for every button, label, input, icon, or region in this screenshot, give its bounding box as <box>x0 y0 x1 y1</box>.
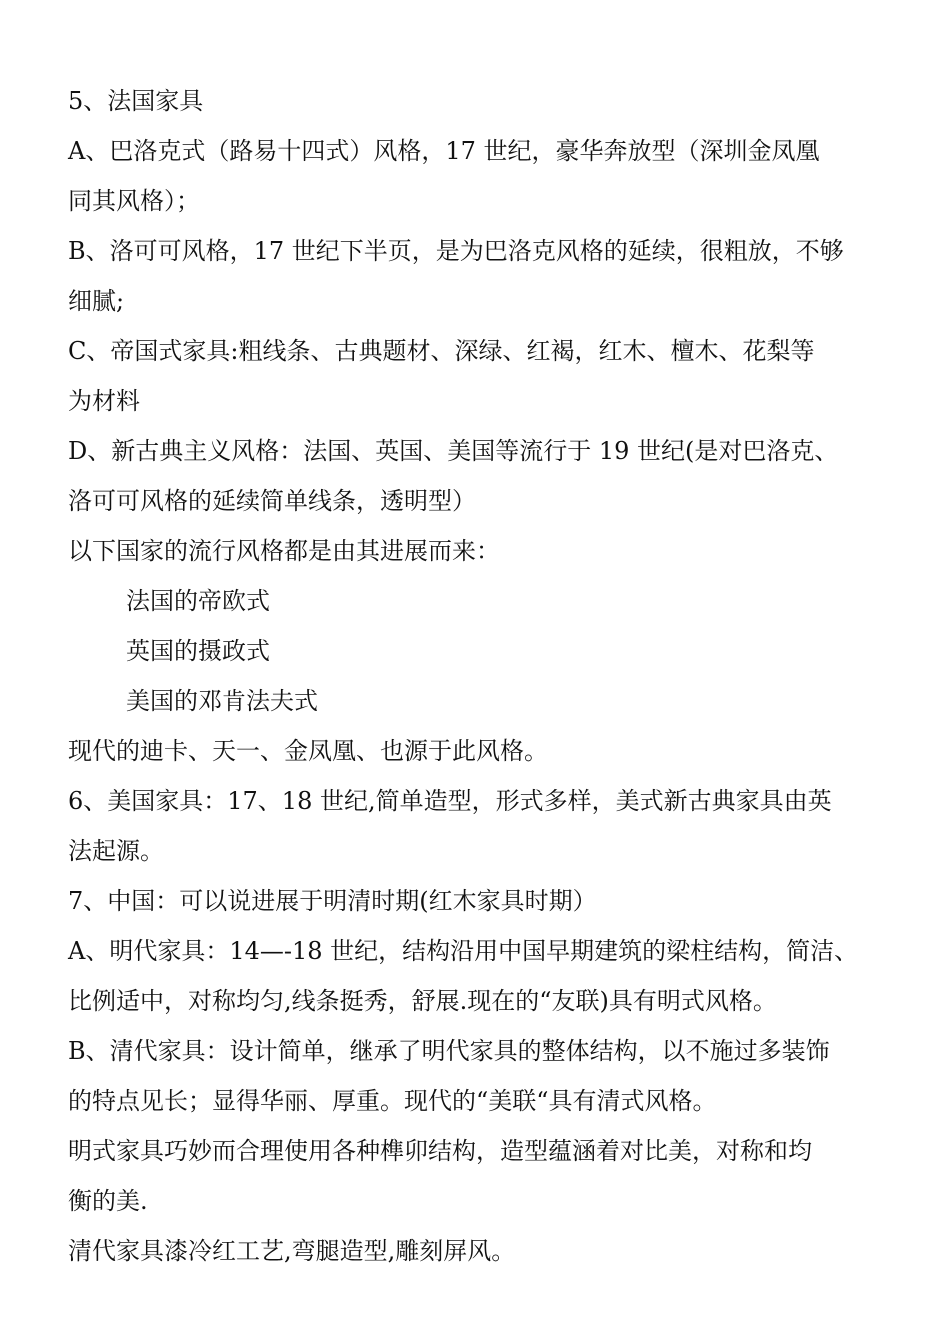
paragraph-empire: C、帝国式家具:粗线条、古典题材、深绿、红褐，红木、檀木、花梨等 <box>68 337 815 365</box>
paragraph-ming-cont: 比例适中，对称均匀,线条挺秀，舒展.现在的“友联)具有明式风格。 <box>68 987 777 1015</box>
paragraph-empire-cont: 为材料 <box>68 387 140 415</box>
list-item-france: 法国的帝欧式 <box>126 587 270 615</box>
paragraph-baroque: A、巴洛克式（路易十四式）风格，17 世纪，豪华奔放型（深圳金凤凰 <box>68 137 820 165</box>
paragraph-neoclassical-cont: 洛可可风格的延续简单线条，透明型） <box>68 487 476 515</box>
paragraph-modern-brands: 现代的迪卡、天一、金凤凰、也源于此风格。 <box>68 737 548 765</box>
paragraph-baroque-cont: 同其风格）； <box>68 187 200 215</box>
paragraph-rococo: B、洛可可风格，17 世纪下半页，是为巴洛克风格的延续，很粗放，不够 <box>68 237 844 265</box>
section-heading-usa-cont: 法起源。 <box>68 837 164 865</box>
section-heading-china: 7、中国：可以说进展于明清时期(红木家具时期） <box>68 887 597 915</box>
section-heading-france: 5、法国家具 <box>68 87 204 115</box>
list-item-usa: 美国的邓肯法夫式 <box>126 687 318 715</box>
paragraph-ming-summary: 明式家具巧妙而合理使用各种榫卯结构，造型蕴涵着对比美，对称和均 <box>68 1137 812 1165</box>
paragraph-ming: A、明代家具：14—-18 世纪，结构沿用中国早期建筑的梁柱结构，简洁、 <box>68 937 859 965</box>
section-heading-usa: 6、美国家具：17、18 世纪,简单造型，形式多样，美式新古典家具由英 <box>68 787 832 815</box>
paragraph-rococo-cont: 细腻; <box>68 287 125 315</box>
list-item-england: 英国的摄政式 <box>126 637 270 665</box>
paragraph-derived-styles: 以下国家的流行风格都是由其进展而来： <box>68 537 500 565</box>
paragraph-ming-summary-cont: 衡的美. <box>68 1187 148 1215</box>
document-body <box>68 76 898 1276</box>
paragraph-qing-cont: 的特点见长；显得华丽、厚重。现代的“美联“具有清式风格。 <box>68 1087 717 1115</box>
paragraph-qing: B、清代家具：设计简单，继承了明代家具的整体结构，以不施过多装饰 <box>68 1037 830 1065</box>
paragraph-qing-summary: 清代家具漆冷红工艺,弯腿造型,雕刻屏风。 <box>68 1237 516 1265</box>
paragraph-neoclassical: D、新古典主义风格：法国、英国、美国等流行于 19 世纪(是对巴洛克、 <box>68 437 839 465</box>
